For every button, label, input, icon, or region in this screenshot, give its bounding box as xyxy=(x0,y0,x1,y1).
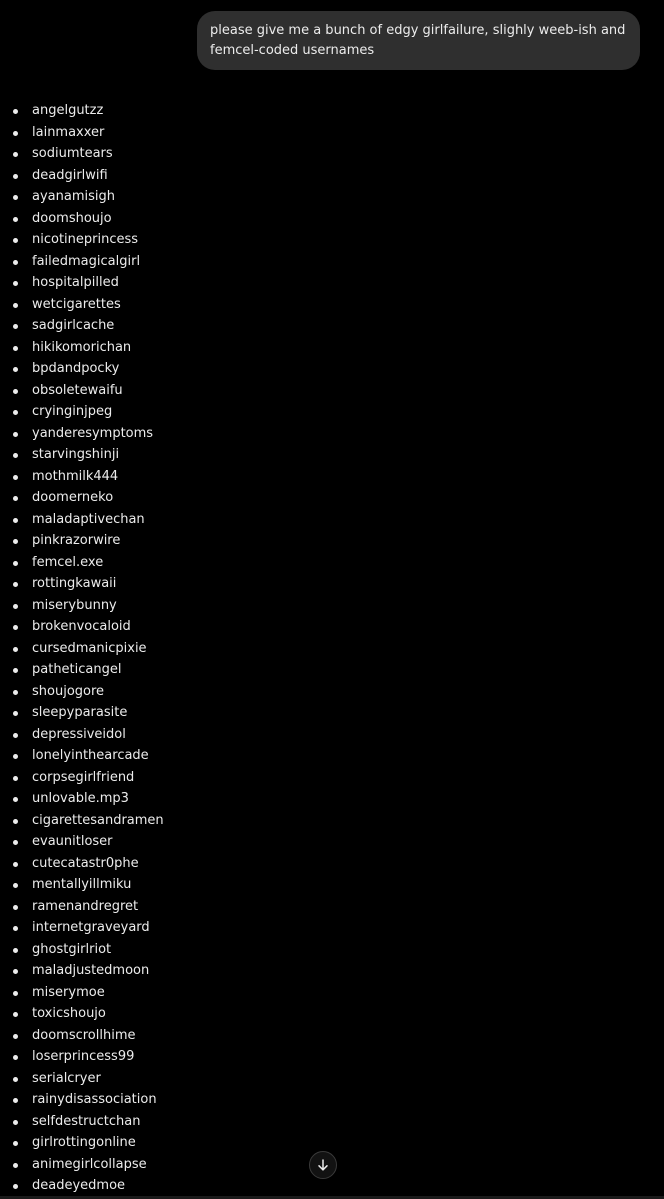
list-item: hikikomorichan xyxy=(0,337,664,359)
list-item: starvingshinji xyxy=(0,444,664,466)
list-item: animegirlcollapse xyxy=(0,1154,664,1176)
list-item: patheticangel xyxy=(0,659,664,681)
username-list xyxy=(0,100,664,1197)
list-item: selfdestructchan xyxy=(0,1111,664,1133)
list-item: pinkrazorwire xyxy=(0,530,664,552)
scroll-to-bottom-button[interactable] xyxy=(309,1151,337,1179)
list-item: rottingkawaii xyxy=(0,573,664,595)
list-item: cutecatastr0phe xyxy=(0,853,664,875)
list-item: doomscrollhime xyxy=(0,1025,664,1047)
list-item: obsoletewaifu xyxy=(0,380,664,402)
list-item: depressiveidol xyxy=(0,724,664,746)
list-item: ghostgirlriot xyxy=(0,939,664,961)
user-message-bubble xyxy=(197,11,640,70)
list-item: shoujogore xyxy=(0,681,664,703)
list-item: girlrottingonline xyxy=(0,1132,664,1154)
list-item: miserybunny xyxy=(0,595,664,617)
list-item: unlovable.mp3 xyxy=(0,788,664,810)
list-item: serialcryer xyxy=(0,1068,664,1090)
list-item: mentallyillmiku xyxy=(0,874,664,896)
list-item: wetcigarettes xyxy=(0,294,664,316)
assistant-reply xyxy=(0,100,664,1197)
list-item: cigarettesandramen xyxy=(0,810,664,832)
list-item: cryinginjpeg xyxy=(0,401,664,423)
list-item: corpsegirlfriend xyxy=(0,767,664,789)
list-item: cursedmanicpixie xyxy=(0,638,664,660)
list-item: yanderesymptoms xyxy=(0,423,664,445)
list-item: rainydisassociation xyxy=(0,1089,664,1111)
list-item: loserprincess99 xyxy=(0,1046,664,1068)
list-item: nicotineprincess xyxy=(0,229,664,251)
list-item: evaunitloser xyxy=(0,831,664,853)
list-item: lonelyinthearcade xyxy=(0,745,664,767)
list-item: maladaptivechan xyxy=(0,509,664,531)
list-item: toxicshoujo xyxy=(0,1003,664,1025)
list-item: doomerneko xyxy=(0,487,664,509)
list-item: lainmaxxer xyxy=(0,122,664,144)
list-item: ramenandregret xyxy=(0,896,664,918)
list-item: doomshoujo xyxy=(0,208,664,230)
list-item: sodiumtears xyxy=(0,143,664,165)
list-item: femcel.exe xyxy=(0,552,664,574)
arrow-down-icon xyxy=(316,1158,330,1172)
user-message-text: please give me a bunch of edgy girlfailure, slighly weeb-ish and femcel-coded usernames xyxy=(210,23,626,58)
list-item: deadeyedmoe xyxy=(0,1175,664,1197)
list-item: ayanamisigh xyxy=(0,186,664,208)
list-item: maladjustedmoon xyxy=(0,960,664,982)
list-item: mothmilk444 xyxy=(0,466,664,488)
list-item: angelgutzz xyxy=(0,100,664,122)
list-item: bpdandpocky xyxy=(0,358,664,380)
list-item: sadgirlcache xyxy=(0,315,664,337)
list-item: hospitalpilled xyxy=(0,272,664,294)
list-item: miserymoe xyxy=(0,982,664,1004)
list-item: sleepyparasite xyxy=(0,702,664,724)
list-item: failedmagicalgirl xyxy=(0,251,664,273)
list-item: internetgraveyard xyxy=(0,917,664,939)
list-item: brokenvocaloid xyxy=(0,616,664,638)
list-item: deadgirlwifi xyxy=(0,165,664,187)
